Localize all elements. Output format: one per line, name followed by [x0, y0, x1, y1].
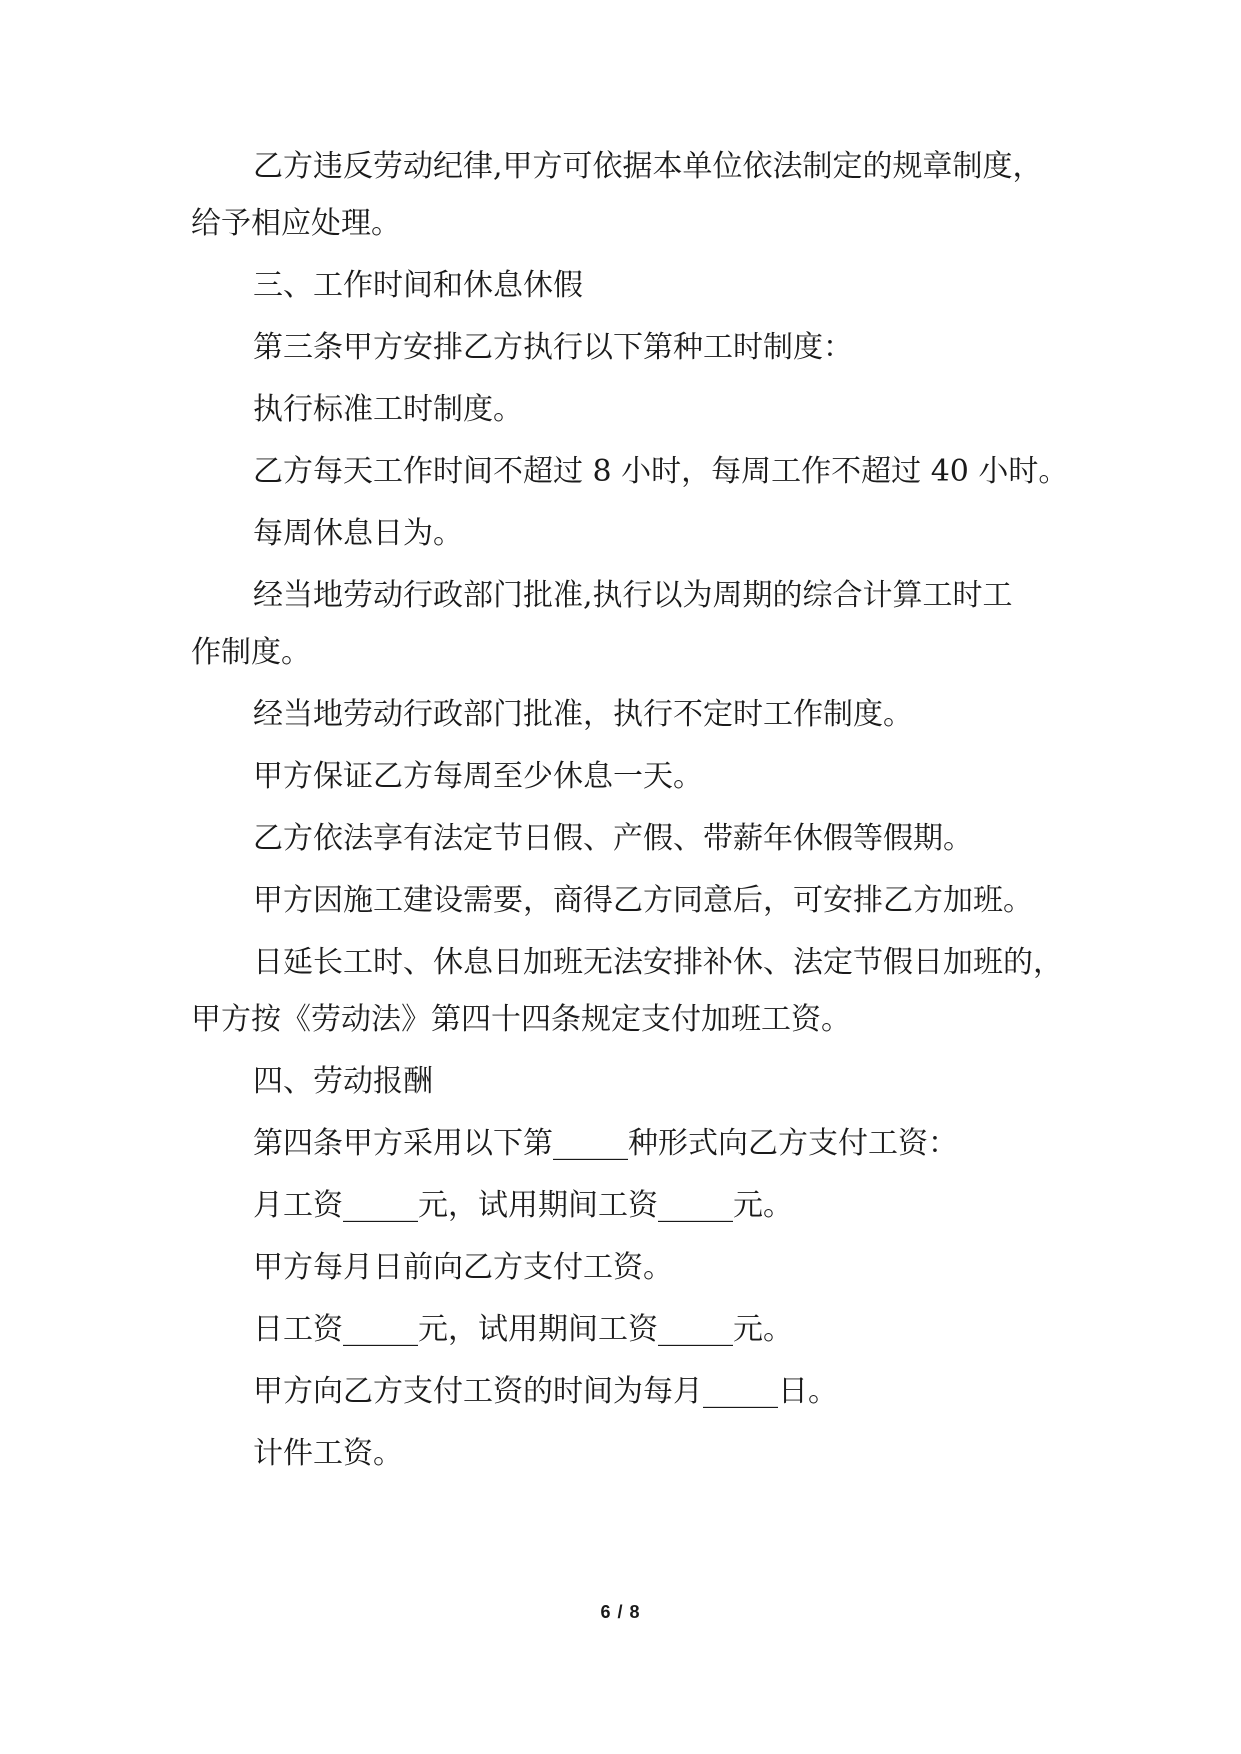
paragraph-line: 每周休息日为。: [253, 516, 463, 551]
page-number: 6 / 8: [600, 1602, 641, 1622]
paragraph-line: 作制度。: [191, 635, 311, 670]
paragraph-line: 执行标准工时制度。: [253, 392, 523, 427]
section-heading: 三、工作时间和休息休假: [253, 268, 583, 303]
paragraph-line: 甲方向乙方支付工资的时间为每月_____日。: [253, 1374, 838, 1409]
paragraph-line: 乙方每天工作时间不超过 8 小时，每周工作不超过 40 小时。: [253, 454, 1069, 489]
article-heading: 第三条甲方安排乙方执行以下第种工时制度：: [253, 330, 853, 365]
paragraph-line: 乙方违反劳动纪律,甲方可依据本单位依法制定的规章制度，: [253, 149, 1043, 184]
paragraph-line: 甲方按《劳动法》第四十四条规定支付加班工资。: [191, 1002, 851, 1037]
paragraph-line: 甲方保证乙方每周至少休息一天。: [253, 759, 703, 794]
paragraph-line: 月工资_____元，试用期间工资_____元。: [253, 1188, 793, 1223]
paragraph-line: 给予相应处理。: [191, 206, 401, 241]
paragraph-line: 日延长工时、休息日加班无法安排补休、法定节假日加班的，: [253, 945, 1063, 980]
paragraph-line: 乙方依法享有法定节日假、产假、带薪年休假等假期。: [253, 821, 973, 856]
article-heading: 第四条甲方采用以下第_____种形式向乙方支付工资：: [253, 1126, 958, 1161]
paragraph-line: 经当地劳动行政部门批准,执行以为周期的综合计算工时工: [253, 578, 1013, 613]
paragraph-line: 甲方每月日前向乙方支付工资。: [253, 1250, 673, 1285]
paragraph-line: 经当地劳动行政部门批准，执行不定时工作制度。: [253, 697, 913, 732]
paragraph-line: 甲方因施工建设需要，商得乙方同意后，可安排乙方加班。: [253, 883, 1033, 918]
paragraph-line: 计件工资。: [253, 1436, 403, 1471]
section-heading: 四、劳动报酬: [253, 1064, 433, 1099]
paragraph-line: 日工资_____元，试用期间工资_____元。: [253, 1312, 793, 1347]
